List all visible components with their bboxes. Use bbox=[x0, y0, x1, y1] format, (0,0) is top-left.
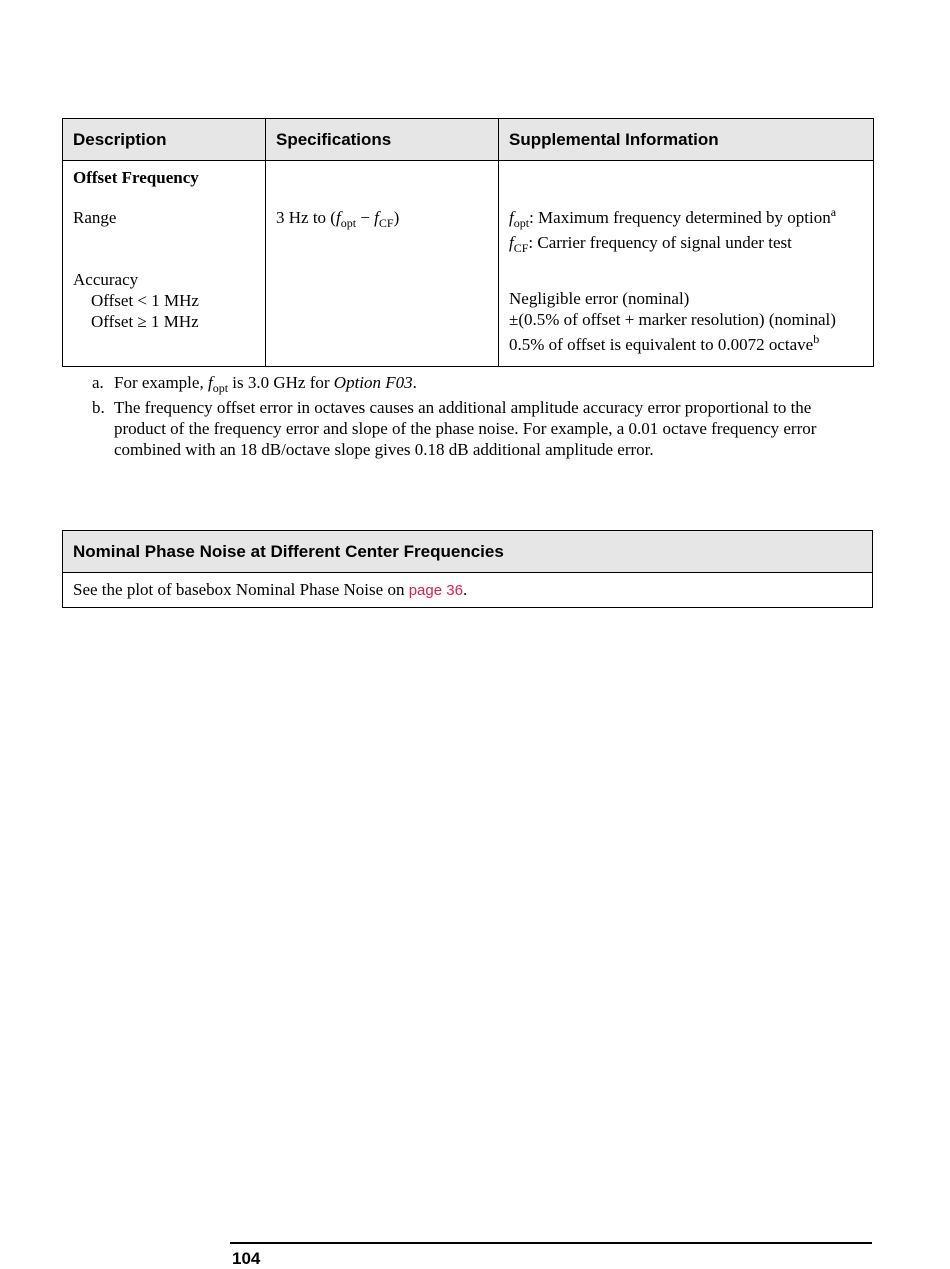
section-title: Offset Frequency bbox=[73, 168, 199, 187]
footnote-a-text: For example, $f_{opt}$ is 3.0 GHz for Option F03. bbox=[114, 373, 417, 395]
accuracy-row2-info: ±(0.5% of offset + marker resolution) (nominal) bbox=[509, 310, 836, 329]
table-header-row bbox=[63, 119, 874, 161]
footnote-b bbox=[92, 397, 852, 460]
footnote-b-marker: b. bbox=[92, 398, 105, 417]
range-spec: 3 Hz to $(f_{opt} - f_{CF})$ bbox=[276, 208, 400, 230]
phase-noise-box bbox=[62, 530, 873, 608]
description-cell bbox=[63, 161, 266, 367]
column-header-specifications: Specifications bbox=[266, 119, 499, 161]
accuracy-row2-label: Offset ≥ 1 MHz bbox=[91, 312, 199, 331]
accuracy-row1-label: Offset < 1 MHz bbox=[91, 291, 199, 310]
column-header-description: Description bbox=[63, 119, 266, 161]
range-info-fopt: $f_{opt}$: Maximum frequency determined by option$^a$ bbox=[509, 205, 837, 230]
page-36-link[interactable]: page 36 bbox=[408, 581, 463, 599]
column-header-supplemental: Supplemental Information bbox=[499, 119, 874, 161]
footnote-a bbox=[92, 372, 852, 393]
accuracy-row3-info: 0.5% of offset is equivalent to 0.0072 octave$^b$ bbox=[509, 332, 820, 354]
footnote-b-text: The frequency offset error in octaves causes an additional amplitude accuracy error proportional to the product of the frequency error and slope of the phase noise. For example, a 0.01 octave frequency error combined with an 18 dB/octave slope gives 0.18 dB additional amplitude error. bbox=[114, 398, 817, 459]
accuracy-row1-info: Negligible error (nominal) bbox=[509, 289, 690, 308]
offset-frequency-table bbox=[62, 118, 874, 367]
supplemental-cell bbox=[499, 161, 874, 367]
specifications-cell bbox=[266, 161, 499, 367]
footnotes bbox=[92, 372, 852, 464]
footnote-a-marker: a. bbox=[92, 373, 104, 392]
phase-noise-box-body: See the plot of basebox Nominal Phase Noise on page 36 . bbox=[73, 580, 468, 599]
page-number: 104 bbox=[232, 1249, 261, 1268]
table-row bbox=[63, 161, 874, 367]
phase-noise-box-title: Nominal Phase Noise at Different Center Frequencies bbox=[63, 531, 872, 573]
footnote-ref-a: a bbox=[830, 205, 837, 219]
range-label: Range bbox=[73, 208, 117, 227]
accuracy-label: Accuracy bbox=[73, 270, 139, 289]
range-info-fcf: $f_{CF}$: Carrier frequency of signal under test bbox=[509, 233, 792, 255]
footnote-ref-b: b bbox=[813, 332, 820, 346]
footer-rule bbox=[230, 1242, 872, 1244]
